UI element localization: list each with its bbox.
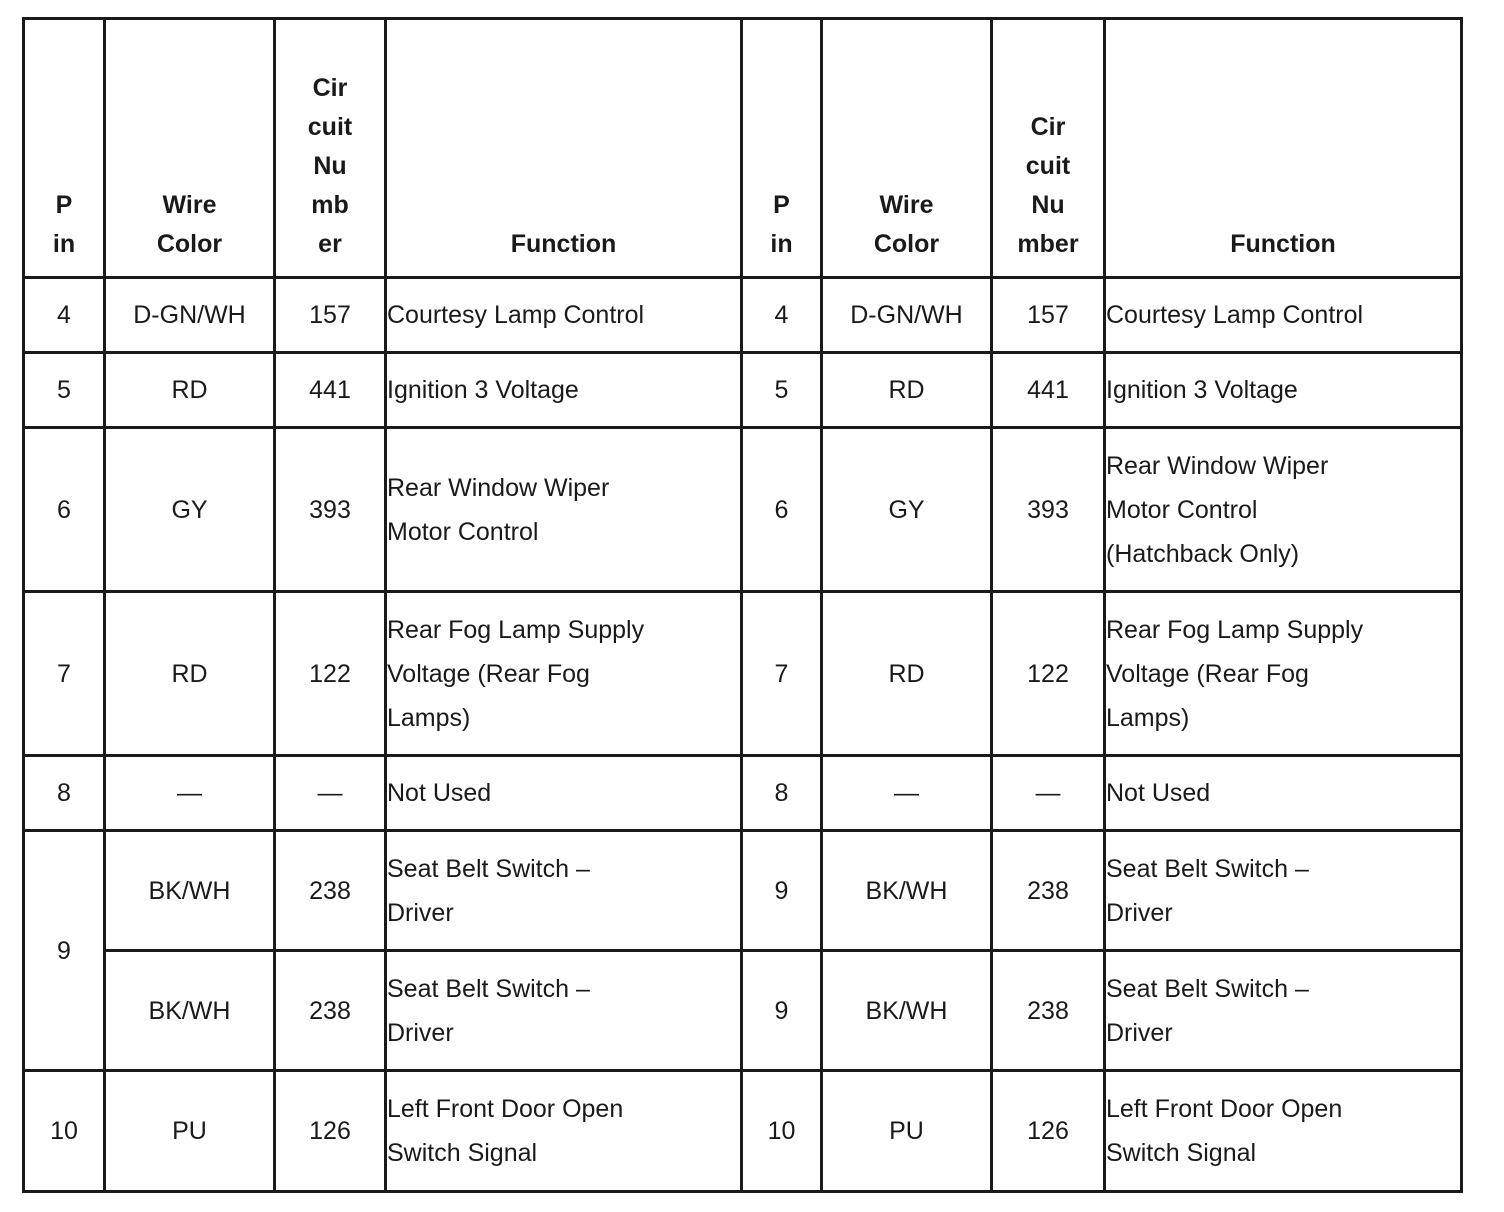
wire-color-cell: D-GN/WH bbox=[105, 278, 275, 353]
pin-cell: 9 bbox=[742, 831, 822, 951]
function-cell: Left Front Door Open Switch Signal bbox=[1105, 1071, 1462, 1192]
wire-color-cell: PU bbox=[105, 1071, 275, 1192]
circuit-cell: 238 bbox=[992, 831, 1105, 951]
function-cell: Seat Belt Switch – Driver bbox=[386, 831, 742, 951]
header-pin: P in bbox=[24, 19, 105, 278]
circuit-cell: 393 bbox=[992, 428, 1105, 592]
circuit-cell: 157 bbox=[992, 278, 1105, 353]
header-wire-color: Wire Color bbox=[105, 19, 275, 278]
pin-cell: 10 bbox=[742, 1071, 822, 1192]
wire-color-cell: RD bbox=[822, 353, 992, 428]
circuit-cell: 122 bbox=[992, 592, 1105, 756]
function-cell: Courtesy Lamp Control bbox=[1105, 278, 1462, 353]
function-cell: Rear Window Wiper Motor Control (Hatchback Only) bbox=[1105, 428, 1462, 592]
circuit-cell: 393 bbox=[275, 428, 386, 592]
circuit-cell: 238 bbox=[275, 831, 386, 951]
wire-color-cell: BK/WH bbox=[822, 951, 992, 1071]
wire-color-cell: BK/WH bbox=[105, 831, 275, 951]
header-circuit-number: Cir cuit Nu mber bbox=[992, 19, 1105, 278]
pin-cell: 5 bbox=[24, 353, 105, 428]
wire-color-cell: RD bbox=[105, 592, 275, 756]
header-wire-color: Wire Color bbox=[822, 19, 992, 278]
pin-cell: 9 bbox=[24, 831, 105, 1071]
circuit-cell: 441 bbox=[992, 353, 1105, 428]
table-row bbox=[24, 951, 1462, 1071]
function-cell: Rear Window Wiper Motor Control bbox=[386, 428, 742, 592]
pin-cell: 7 bbox=[24, 592, 105, 756]
wire-color-cell: — bbox=[822, 756, 992, 831]
pin-cell: 9 bbox=[742, 951, 822, 1071]
pin-cell: 5 bbox=[742, 353, 822, 428]
circuit-cell: 122 bbox=[275, 592, 386, 756]
circuit-cell: 157 bbox=[275, 278, 386, 353]
pin-cell: 8 bbox=[742, 756, 822, 831]
function-cell: Ignition 3 Voltage bbox=[386, 353, 742, 428]
function-cell: Seat Belt Switch – Driver bbox=[1105, 951, 1462, 1071]
wire-color-cell: PU bbox=[822, 1071, 992, 1192]
function-cell: Rear Fog Lamp Supply Voltage (Rear Fog Lamps) bbox=[386, 592, 742, 756]
circuit-cell: — bbox=[992, 756, 1105, 831]
table-row bbox=[24, 353, 1462, 428]
wire-color-cell: GY bbox=[105, 428, 275, 592]
wire-color-cell: GY bbox=[822, 428, 992, 592]
wire-color-cell: RD bbox=[105, 353, 275, 428]
pin-cell: 8 bbox=[24, 756, 105, 831]
function-cell: Rear Fog Lamp Supply Voltage (Rear Fog Lamps) bbox=[1105, 592, 1462, 756]
table-row bbox=[24, 592, 1462, 756]
circuit-cell: 238 bbox=[275, 951, 386, 1071]
pin-cell: 6 bbox=[742, 428, 822, 592]
pin-cell: 7 bbox=[742, 592, 822, 756]
header-function: Function bbox=[1105, 19, 1462, 278]
header-circuit-number: Cir cuit Nu mb er bbox=[275, 19, 386, 278]
wire-color-cell: BK/WH bbox=[822, 831, 992, 951]
wire-color-cell: D-GN/WH bbox=[822, 278, 992, 353]
function-cell: Not Used bbox=[1105, 756, 1462, 831]
table-row bbox=[24, 428, 1462, 592]
function-cell: Courtesy Lamp Control bbox=[386, 278, 742, 353]
wire-color-cell: BK/WH bbox=[105, 951, 275, 1071]
table-row bbox=[24, 831, 1462, 951]
function-cell: Seat Belt Switch – Driver bbox=[386, 951, 742, 1071]
circuit-cell: 238 bbox=[992, 951, 1105, 1071]
function-cell: Seat Belt Switch – Driver bbox=[1105, 831, 1462, 951]
circuit-cell: 126 bbox=[992, 1071, 1105, 1192]
table-row bbox=[24, 1071, 1462, 1192]
circuit-cell: — bbox=[275, 756, 386, 831]
table-row bbox=[24, 756, 1462, 831]
pin-cell: 4 bbox=[742, 278, 822, 353]
function-cell: Not Used bbox=[386, 756, 742, 831]
pin-cell: 6 bbox=[24, 428, 105, 592]
circuit-cell: 441 bbox=[275, 353, 386, 428]
table-row bbox=[24, 278, 1462, 353]
function-cell: Left Front Door Open Switch Signal bbox=[386, 1071, 742, 1192]
pin-cell: 10 bbox=[24, 1071, 105, 1192]
header-function: Function bbox=[386, 19, 742, 278]
connector-pinout-table bbox=[22, 17, 1463, 1193]
wire-color-cell: — bbox=[105, 756, 275, 831]
header-pin: P in bbox=[742, 19, 822, 278]
pin-cell: 4 bbox=[24, 278, 105, 353]
header-row bbox=[24, 19, 1462, 278]
circuit-cell: 126 bbox=[275, 1071, 386, 1192]
function-cell: Ignition 3 Voltage bbox=[1105, 353, 1462, 428]
wire-color-cell: RD bbox=[822, 592, 992, 756]
